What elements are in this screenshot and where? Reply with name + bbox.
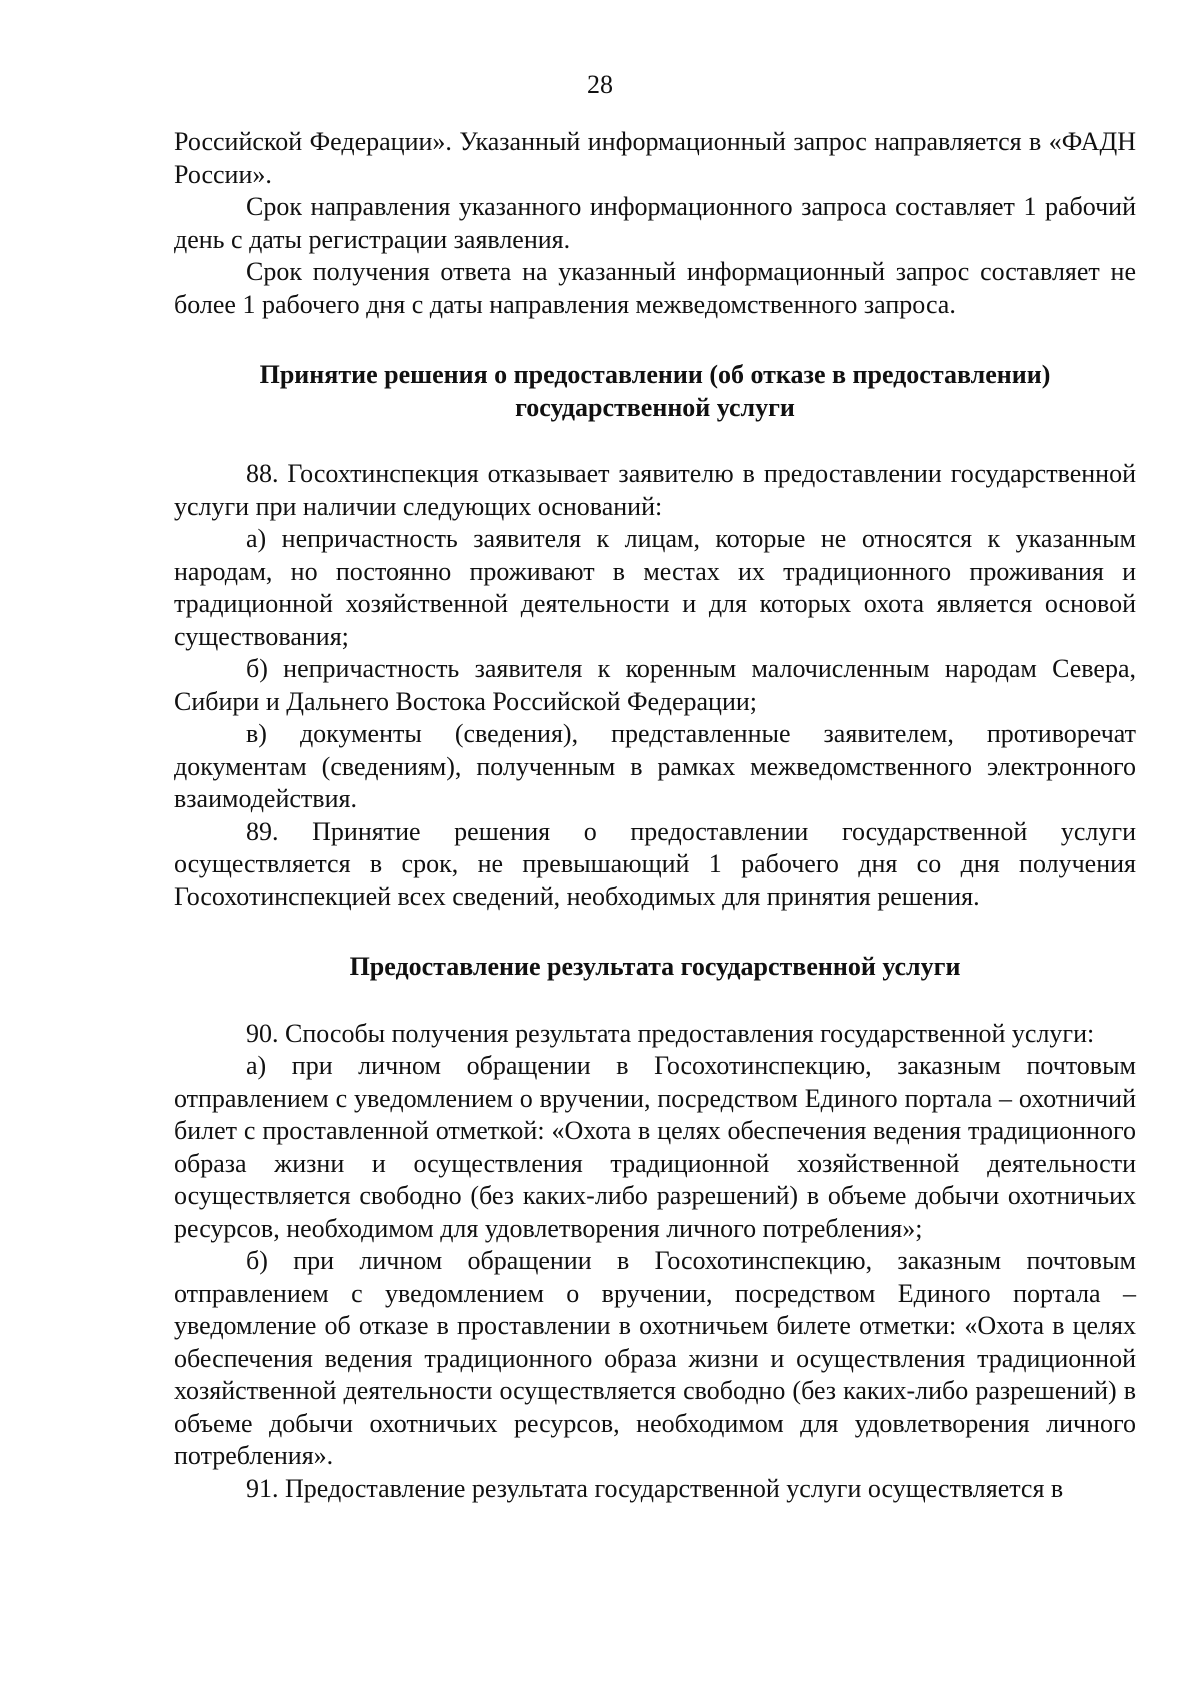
section-heading-decision-line-2: государственной услуги [515,392,795,422]
paragraph-item-90: 90. Способы получения результата предоставления государственной услуги: [246,1018,1095,1048]
spacer [174,424,1136,458]
paragraph-item-88-v: в) документы (сведения), представленные заявителем, противоречат документам (сведениям), полученным в рамках межведомственного электронного взаимодействия. [174,719,1136,813]
paragraph-item-88-b: б) непричастность заявителя к коренным малочисленным народам Севера, Сибири и Дальнего Востока Российской Федерации; [174,654,1136,716]
spacer [174,913,1136,951]
section-heading-result: Предоставление результата государственной услуги [349,952,961,981]
paragraph-request-deadline: Срок направления указанного информационного запроса составляет 1 рабочий день с даты регистрации заявления. [174,192,1136,254]
paragraph-item-88: 88. Госохтинспекция отказывает заявителю в предоставлении государственной услуги при наличии следующих оснований: [174,459,1136,521]
section-heading-decision-line-1: Принятие решения о предоставлении (об отказе в предоставлении) [259,360,1051,389]
spacer [174,321,1136,359]
paragraph-item-91: 91. Предоставление результата государственной услуги осуществляется в [246,1473,1064,1503]
document-body [174,126,1136,1505]
section-heading-decision [174,359,1136,424]
paragraph-item-89: 89. Принятие решения о предоставлении государственной услуги осуществляется в срок, не превышающий 1 рабочего дня со дня получения Госохотинспекцией всех сведений, необходимых для принятия решения. [174,816,1136,911]
paragraph-continuation: Российской Федерации». Указанный информационный запрос направляется в «ФАДН России». [174,127,1136,189]
spacer [174,984,1136,1018]
paragraph-item-88-a: а) непричастность заявителя к лицам, которые не относятся к указанным народам, но постоянно проживают в местах их традиционного проживания и традиционной хозяйственной деятельности и для которых охота является основой существования; [174,524,1136,651]
paragraph-item-90-a: а) при личном обращении в Госохотинспекцию, заказным почтовым отправлением с уведомлением о вручении, посредством Единого портала – охотничий билет с проставленной отметкой: «Охота в целях обеспечения ведения традиционного образа жизни и осуществления традиционной хозяйственной деятельности осуществляется свободно (без каких-либо разрешений) в объеме добычи охотничьих ресурсов, необходимом для удовлетворения личного потребления»; [174,1051,1136,1243]
page-number: 28 [587,70,613,99]
paragraph-response-deadline: Срок получения ответа на указанный информационный запрос составляет не более 1 рабочего дня с даты направления межведомственного запроса. [174,257,1136,319]
paragraph-item-90-b: б) при личном обращении в Госохотинспекцию, заказным почтовым отправлением с уведомлением о вручении, посредством Единого портала – уведомление об отказе в проставлении в охотничьем билете отметки: «Охота в целях обеспечения ведения традиционного образа жизни и осуществления традиционной хозяйственной деятельности осуществляется свободно (без каких-либо разрешений) в объеме добычи охотничьих ресурсов, необходимом для удовлетворения личного потребления». [174,1246,1136,1470]
